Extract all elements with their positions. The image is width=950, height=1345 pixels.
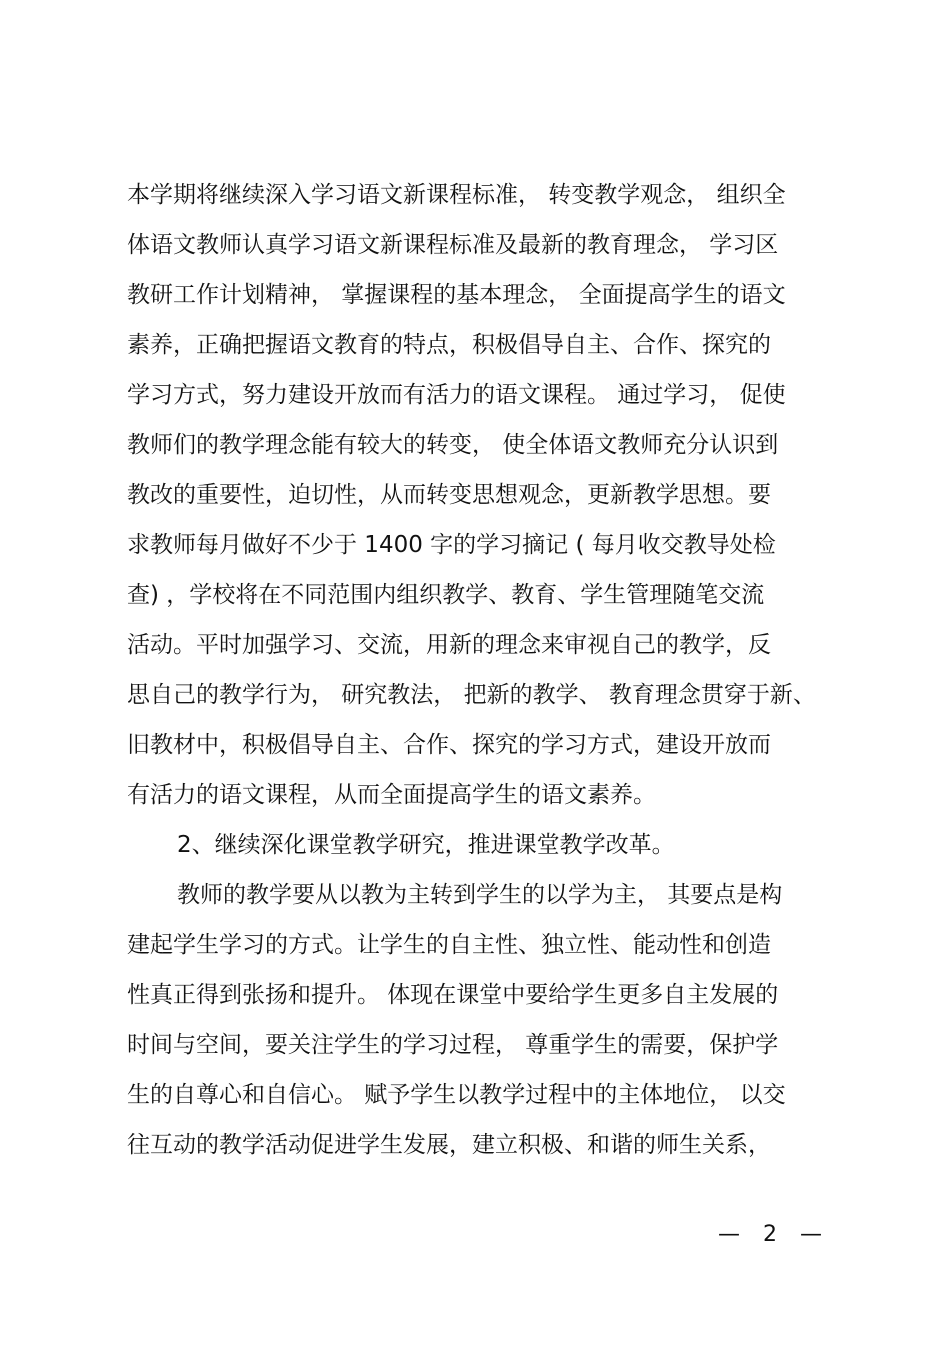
- page-number: — 2 —: [718, 1222, 830, 1247]
- text-line: 体语文教师认真学习语文新课程标准及最新的教育理念， 学习区: [127, 232, 779, 258]
- text-line: 往互动的教学活动促进学生发展，建立积极、和谐的师生关系，: [127, 1132, 771, 1158]
- text-line: 本学期将继续深入学习语文新课程标准， 转变教学观念， 组织全: [127, 182, 786, 208]
- text-line: 查) ，学校将在不同范围内组织教学、教育、学生管理随笔交流: [127, 582, 765, 608]
- text-line: 生的自尊心和自信心。 赋予学生以教学过程中的主体地位， 以交: [127, 1082, 786, 1108]
- text-line: 教改的重要性，迫切性，从而转变思想观念，更新教学思想。要: [127, 482, 771, 508]
- text-line: 教师们的教学理念能有较大的转变， 使全体语文教师充分认识到: [127, 432, 779, 458]
- text-line: 求教师每月做好不少于 1400 字的学习摘记 ( 每月收交教导处检: [127, 532, 776, 558]
- text-line: 有活力的语文课程，从而全面提高学生的语文素养。: [127, 782, 656, 808]
- text-line: 建起学生学习的方式。让学生的自主性、独立性、能动性和创造: [127, 932, 771, 958]
- text-line: 教研工作计划精神， 掌握课程的基本理念， 全面提高学生的语文: [127, 282, 786, 308]
- text-line: 学习方式，努力建设开放而有活力的语文课程。 通过学习， 促使: [127, 382, 786, 408]
- paragraph-first-line: 教师的教学要从以教为主转到学生的以学为主， 其要点是构: [177, 882, 783, 908]
- document-body: [127, 170, 832, 1170]
- section-heading: 2、继续深化课堂教学研究，推进课堂教学改革。: [177, 832, 675, 858]
- text-line: 性真正得到张扬和提升。 体现在课堂中要给学生更多自主发展的: [127, 982, 779, 1008]
- text-line: 旧教材中，积极倡导自主、合作、探究的学习方式，建设开放而: [127, 732, 771, 758]
- text-line: 素养，正确把握语文教育的特点，积极倡导自主、合作、探究的: [127, 332, 771, 358]
- text-line: 活动。平时加强学习、交流，用新的理念来审视自己的教学，反: [127, 632, 771, 658]
- text-line: 思自己的教学行为， 研究教法， 把新的教学、 教育理念贯穿于新、: [127, 682, 816, 708]
- text-line: 时间与空间，要关注学生的学习过程， 尊重学生的需要，保护学: [127, 1032, 779, 1058]
